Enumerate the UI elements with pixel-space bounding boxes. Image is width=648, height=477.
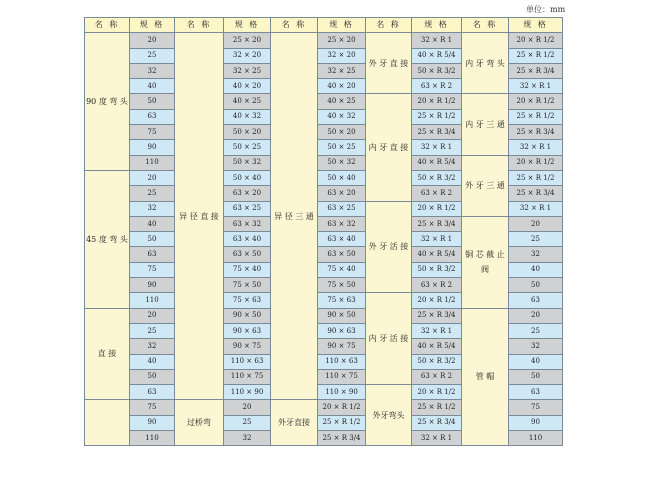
product-name-cell: 异 径 直 接: [175, 33, 224, 400]
spec-cell: 40 × 20: [318, 79, 366, 94]
product-name-cell: 内 牙 三 通: [462, 94, 509, 155]
spec-cell: 40: [509, 354, 563, 369]
table-row: [85, 94, 563, 109]
spec-cell: 50 × 25: [318, 140, 366, 155]
col-header-name: 名 称: [271, 18, 318, 33]
spec-cell: 32 × R 1: [412, 232, 462, 247]
spec-cell: 20 × R 1/2: [318, 400, 366, 415]
spec-cell: 32: [130, 339, 175, 354]
product-name-cell: 内 牙 直 接: [366, 94, 412, 201]
spec-cell: 63 × 50: [318, 247, 366, 262]
spec-cell: 50 × R 3/2: [412, 262, 462, 277]
spec-cell: 90 × 50: [318, 308, 366, 323]
spec-cell: 40 × R 5/4: [412, 339, 462, 354]
spec-cell: 40: [509, 262, 563, 277]
spec-cell: 20 × R 1/2: [412, 385, 462, 400]
spec-cell: 32: [130, 201, 175, 216]
spec-cell: 110: [130, 155, 175, 170]
spec-cell: 50 × 40: [318, 170, 366, 185]
spec-cell: 32: [224, 431, 271, 446]
spec-cell: 20 × R 1/2: [509, 155, 563, 170]
spec-cell: 50 × 20: [224, 125, 271, 140]
spec-cell: 32: [130, 63, 175, 78]
spec-cell: 25 × R 3/4: [412, 216, 462, 231]
spec-cell: 63: [509, 293, 563, 308]
spec-cell: 25: [130, 186, 175, 201]
spec-cell: 32 × R 1: [412, 140, 462, 155]
spec-cell: 90: [130, 278, 175, 293]
spec-cell: 110: [509, 431, 563, 446]
spec-cell: 90: [509, 415, 563, 430]
spec-cell: 75 × 63: [318, 293, 366, 308]
spec-cell: 20: [130, 170, 175, 185]
spec-cell: 25 × R 3/4: [412, 415, 462, 430]
spec-cell: 50: [130, 94, 175, 109]
spec-cell: 20 × R 1/2: [412, 201, 462, 216]
spec-cell: 25 × R 3/4: [509, 125, 563, 140]
spec-cell: 75: [130, 400, 175, 415]
spec-cell: 25 × R 3/4: [412, 308, 462, 323]
product-name-cell: 45 度 弯 头: [85, 170, 130, 308]
header-row: [85, 18, 563, 33]
spec-cell: 50 × R 3/2: [412, 354, 462, 369]
spec-cell: 63 × R 2: [412, 369, 462, 384]
spec-cell: 110: [130, 293, 175, 308]
spec-cell: 20: [509, 216, 563, 231]
spec-cell: 110: [130, 431, 175, 446]
spec-cell: 25 × 20: [224, 33, 271, 48]
empty-name-cell: [85, 400, 130, 446]
product-name-cell: 过桥弯: [175, 400, 224, 446]
spec-cell: 32 × R 1: [509, 79, 563, 94]
spec-cell: 50 × R 3/2: [412, 63, 462, 78]
spec-cell: 40: [130, 216, 175, 231]
product-name-cell: 外牙直接: [271, 400, 318, 446]
table-row: [85, 216, 563, 231]
product-name-cell: 管 帽: [462, 308, 509, 446]
spec-cell: 32 × 25: [318, 63, 366, 78]
spec-cell: 110 × 63: [318, 354, 366, 369]
spec-cell: 20 × R 1/2: [412, 94, 462, 109]
spec-cell: 40 × R 5/4: [412, 48, 462, 63]
product-name-cell: 外 牙 活 接: [366, 201, 412, 293]
spec-cell: 32 × 20: [224, 48, 271, 63]
spec-cell: 50 × 25: [224, 140, 271, 155]
col-header-spec: 规 格: [130, 18, 175, 33]
spec-cell: 50 × 32: [224, 155, 271, 170]
spec-cell: 75 × 50: [224, 278, 271, 293]
spec-cell: 50: [509, 369, 563, 384]
product-name-cell: 外 牙 三 通: [462, 155, 509, 216]
spec-cell: 25 × R 3/4: [318, 431, 366, 446]
spec-cell: 50: [509, 278, 563, 293]
spec-cell: 63 × 40: [224, 232, 271, 247]
spec-cell: 32 × R 1: [412, 33, 462, 48]
spec-cell: 32: [509, 339, 563, 354]
spec-cell: 40 × 32: [318, 109, 366, 124]
product-name-cell: 直 接: [85, 308, 130, 400]
col-header-spec: 规 格: [509, 18, 563, 33]
spec-cell: 40 × 25: [224, 94, 271, 109]
spec-cell: 32 × R 1: [509, 201, 563, 216]
spec-cell: 50 × 20: [318, 125, 366, 140]
col-header-spec: 规 格: [412, 18, 462, 33]
spec-cell: 25 × 20: [318, 33, 366, 48]
col-header-spec: 规 格: [224, 18, 271, 33]
spec-cell: 90 × 75: [224, 339, 271, 354]
spec-cell: 63 × 32: [318, 216, 366, 231]
spec-cell: 63 × R 2: [412, 186, 462, 201]
spec-cell: 25 × R 1/2: [318, 415, 366, 430]
spec-cell: 90 × 75: [318, 339, 366, 354]
spec-cell: 25 × R 3/4: [412, 125, 462, 140]
product-name-cell: 内 牙 弯 头: [462, 33, 509, 94]
spec-cell: 25: [224, 415, 271, 430]
spec-cell: 25 × R 1/2: [509, 48, 563, 63]
spec-cell: 40 × 20: [224, 79, 271, 94]
table-row: [85, 308, 563, 323]
spec-cell: 50 × 40: [224, 170, 271, 185]
spec-cell: 63 × 20: [224, 186, 271, 201]
spec-cell: 110 × 90: [224, 385, 271, 400]
spec-cell: 63 × R 2: [412, 79, 462, 94]
spec-cell: 90: [130, 140, 175, 155]
spec-cell: 75 × 50: [318, 278, 366, 293]
spec-cell: 50 × 32: [318, 155, 366, 170]
product-name-cell: 外牙弯头: [366, 385, 412, 446]
spec-cell: 75: [509, 400, 563, 415]
spec-cell: 75 × 40: [318, 262, 366, 277]
spec-cell: 40: [130, 354, 175, 369]
col-header-spec: 规 格: [318, 18, 366, 33]
table-row: [85, 33, 563, 48]
spec-cell: 25 × R 1/2: [509, 170, 563, 185]
spec-cell: 90: [130, 415, 175, 430]
spec-cell: 20 × R 1/2: [509, 94, 563, 109]
spec-cell: 75 × 63: [224, 293, 271, 308]
spec-cell: 25: [130, 323, 175, 338]
spec-cell: 63 × 50: [224, 247, 271, 262]
spec-cell: 75 × 40: [224, 262, 271, 277]
spec-cell: 40 × 32: [224, 109, 271, 124]
spec-cell: 25: [509, 232, 563, 247]
spec-cell: 32 × R 1: [412, 431, 462, 446]
spec-cell: 63: [130, 247, 175, 262]
spec-cell: 90 × 50: [224, 308, 271, 323]
table-body: [85, 33, 563, 446]
spec-cell: 110 × 63: [224, 354, 271, 369]
spec-cell: 110 × 75: [318, 369, 366, 384]
spec-cell: 25 × R 3/4: [509, 186, 563, 201]
spec-cell: 50: [130, 232, 175, 247]
spec-cell: 90 × 63: [224, 323, 271, 338]
col-header-name: 名 称: [85, 18, 130, 33]
spec-cell: 25 × R 1/2: [412, 109, 462, 124]
spec-cell: 25: [130, 48, 175, 63]
spec-cell: 63 × R 2: [412, 278, 462, 293]
spec-cell: 20: [130, 33, 175, 48]
spec-cell: 25 × R 1/2: [412, 400, 462, 415]
spec-cell: 110 × 75: [224, 369, 271, 384]
spec-cell: 20: [224, 400, 271, 415]
spec-cell: 25: [509, 323, 563, 338]
spec-cell: 32: [509, 247, 563, 262]
spec-cell: 20 × R 1/2: [509, 33, 563, 48]
col-header-name: 名 称: [366, 18, 412, 33]
product-name-cell: 90 度 弯 头: [85, 33, 130, 171]
spec-cell: 20 × R 1/2: [412, 293, 462, 308]
spec-cell: 63 × 25: [224, 201, 271, 216]
spec-cell: 40 × 25: [318, 94, 366, 109]
unit-label: 单位：mm: [526, 5, 566, 14]
spec-cell: 20: [509, 308, 563, 323]
col-header-name: 名 称: [175, 18, 224, 33]
spec-cell: 63: [130, 385, 175, 400]
spec-table: [84, 17, 563, 446]
spec-cell: 32 × R 1: [509, 140, 563, 155]
product-name-cell: 外 牙 直 接: [366, 33, 412, 94]
spec-cell: 40: [130, 79, 175, 94]
spec-cell: 32 × 25: [224, 63, 271, 78]
spec-cell: 20: [130, 308, 175, 323]
spec-cell: 63 × 40: [318, 232, 366, 247]
spec-cell: 50 × R 3/2: [412, 170, 462, 185]
spec-cell: 40 × R 5/4: [412, 247, 462, 262]
col-header-name: 名 称: [462, 18, 509, 33]
product-name-cell: 铜 芯 截 止 阀: [462, 216, 509, 308]
spec-cell: 63 × 20: [318, 186, 366, 201]
spec-cell: 25 × R 1/2: [509, 109, 563, 124]
spec-cell: 32 × 20: [318, 48, 366, 63]
spec-cell: 110 × 90: [318, 385, 366, 400]
product-name-cell: 内 牙 活 接: [366, 293, 412, 385]
spec-cell: 75: [130, 125, 175, 140]
spec-cell: 63 × 25: [318, 201, 366, 216]
spec-cell: 75: [130, 262, 175, 277]
spec-cell: 32 × R 1: [412, 323, 462, 338]
spec-cell: 63: [130, 109, 175, 124]
spec-cell: 40 × R 5/4: [412, 155, 462, 170]
product-name-cell: 异 径 三 通: [271, 33, 318, 400]
spec-cell: 63 × 32: [224, 216, 271, 231]
spec-cell: 25 × R 3/4: [509, 63, 563, 78]
spec-cell: 50: [130, 369, 175, 384]
spec-cell: 90 × 63: [318, 323, 366, 338]
spec-cell: 63: [509, 385, 563, 400]
table-row: [85, 155, 563, 170]
